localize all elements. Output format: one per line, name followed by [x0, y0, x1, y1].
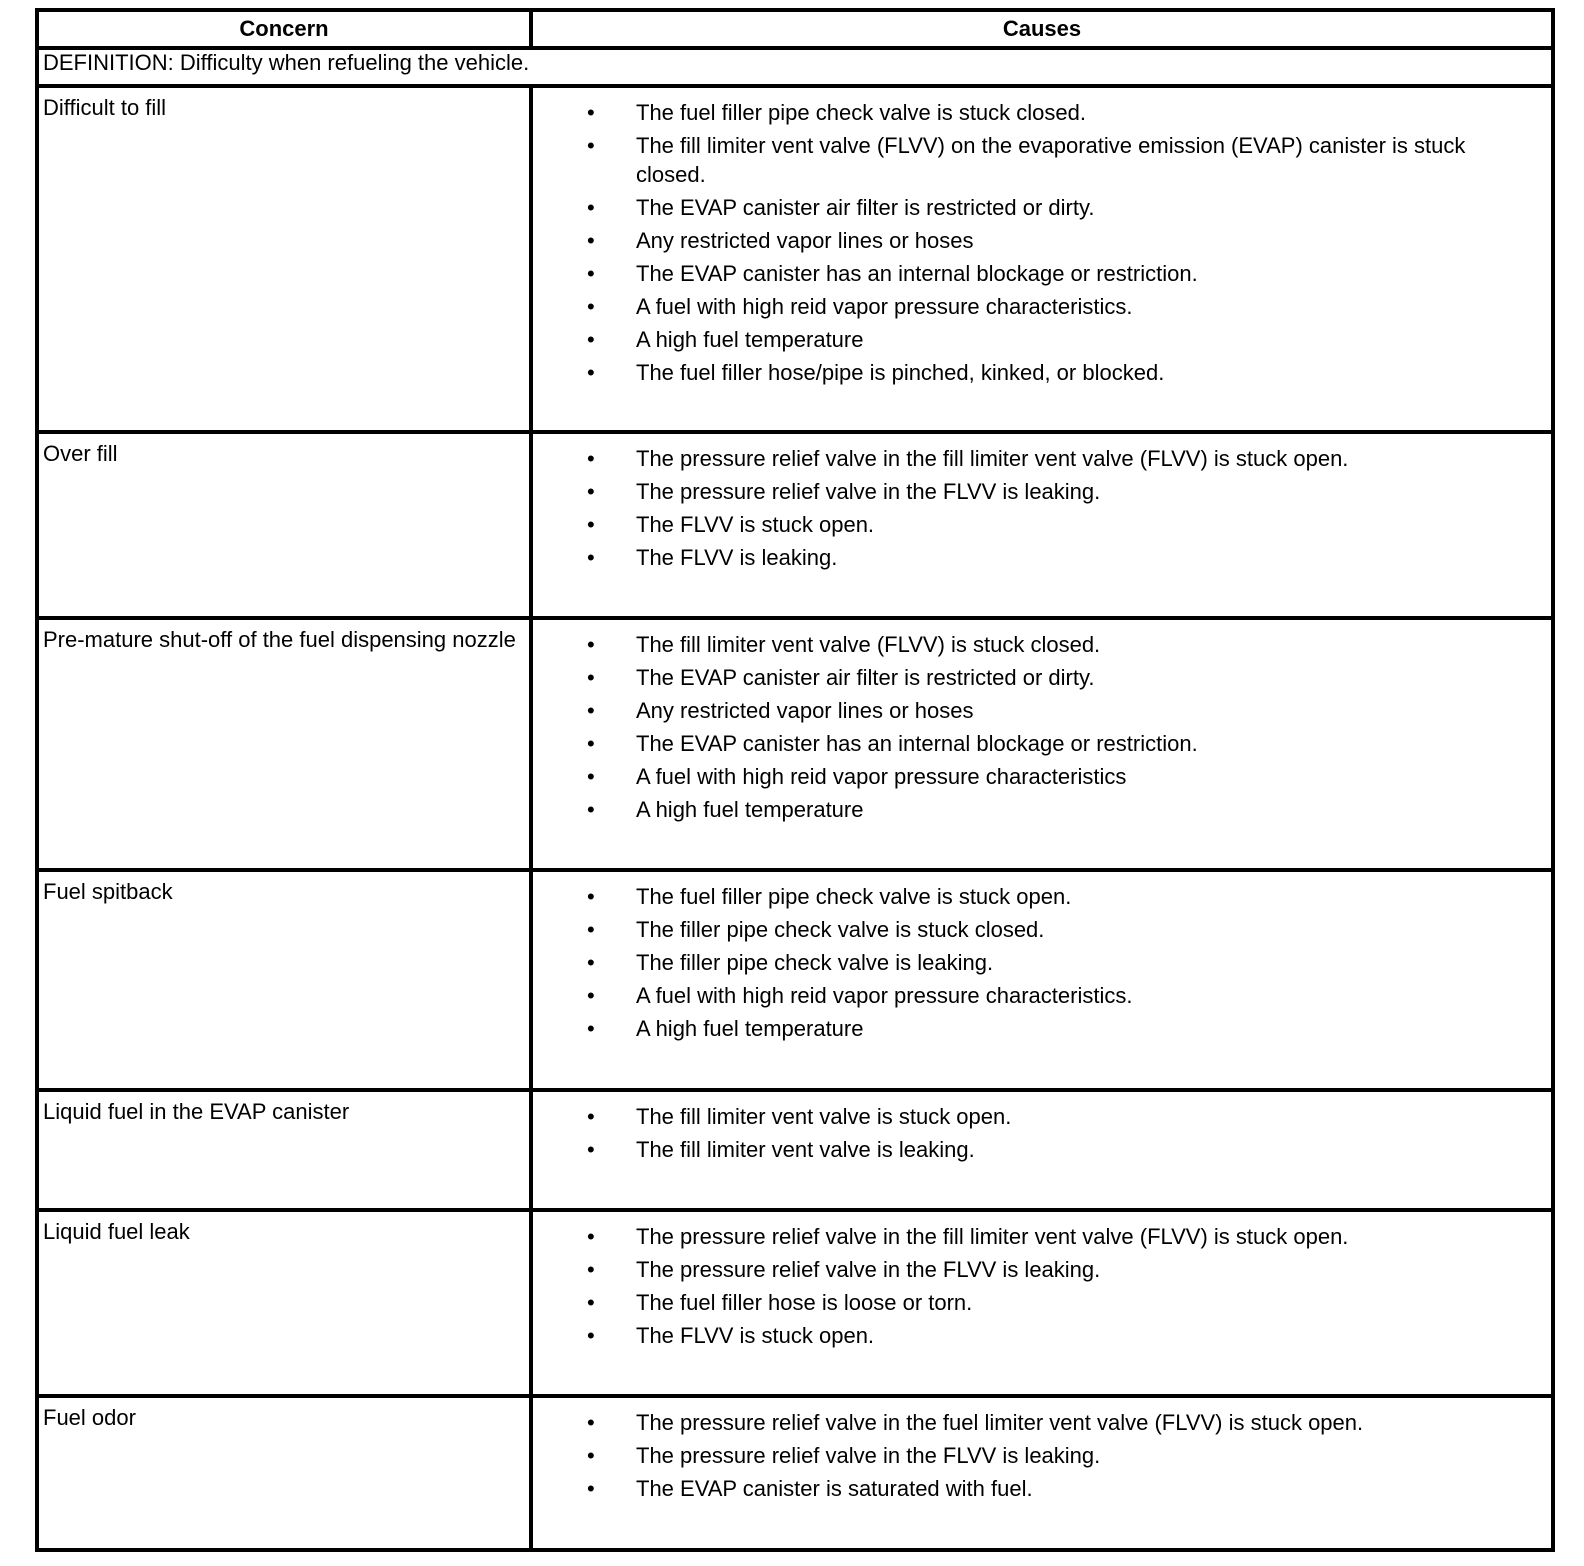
- cause-list: [533, 1092, 1551, 1164]
- cause-text: A fuel with high reid vapor pressure characteristics.: [636, 294, 1133, 319]
- bullet-icon: •: [587, 446, 595, 471]
- cause-text: The fill limiter vent valve is leaking.: [636, 1137, 975, 1162]
- cause-text: The fuel filler pipe check valve is stuck open.: [636, 884, 1072, 909]
- bullet-icon: •: [587, 665, 595, 690]
- cause-text: The pressure relief valve in the FLVV is leaking.: [636, 1257, 1101, 1282]
- bullet-icon: •: [587, 1410, 595, 1435]
- cause-item: [533, 981, 1531, 1010]
- cause-text: The fuel filler hose/pipe is pinched, kinked, or blocked.: [636, 360, 1165, 385]
- cause-text: The fill limiter vent valve (FLVV) on the evaporative emission (EVAP) canister is stuck closed.: [636, 133, 1466, 187]
- bullet-icon: •: [587, 545, 595, 570]
- bullet-icon: •: [587, 1224, 595, 1249]
- bullet-icon: •: [587, 261, 595, 286]
- cause-item: [533, 948, 1531, 977]
- table-row: [37, 870, 1553, 1090]
- cause-item: [533, 795, 1531, 824]
- causes-cell: [531, 1090, 1553, 1210]
- cause-text: The filler pipe check valve is leaking.: [636, 950, 994, 975]
- cause-item: [533, 1408, 1531, 1437]
- bullet-icon: •: [587, 1016, 595, 1041]
- header-causes: Causes: [531, 10, 1553, 48]
- bullet-icon: •: [587, 884, 595, 909]
- bullet-icon: •: [587, 133, 595, 158]
- cause-item: [533, 1102, 1531, 1131]
- cause-text: The pressure relief valve in the FLVV is leaking.: [636, 479, 1101, 504]
- bullet-icon: •: [587, 983, 595, 1008]
- cause-text: The FLVV is stuck open.: [636, 1323, 875, 1348]
- cause-text: Any restricted vapor lines or hoses: [636, 228, 974, 253]
- cause-text: The pressure relief valve in the fill limiter vent valve (FLVV) is stuck open.: [636, 446, 1349, 471]
- cause-text: A high fuel temperature: [636, 797, 864, 822]
- concern-cell: Fuel spitback: [37, 870, 531, 1090]
- cause-item: [533, 1255, 1531, 1284]
- bullet-icon: •: [587, 1323, 595, 1348]
- cause-text: The fuel filler pipe check valve is stuck closed.: [636, 100, 1086, 125]
- cause-item: [533, 325, 1531, 354]
- cause-list: [533, 434, 1551, 572]
- cause-text: The fuel filler hose is loose or torn.: [636, 1290, 973, 1315]
- definition-row: [37, 48, 1553, 86]
- concern-cell: Pre-mature shut-off of the fuel dispensing nozzle: [37, 618, 531, 870]
- cause-text: A fuel with high reid vapor pressure characteristics.: [636, 983, 1133, 1008]
- cause-list: [533, 1398, 1551, 1503]
- bullet-icon: •: [587, 731, 595, 756]
- bullet-icon: •: [587, 479, 595, 504]
- header-row: [37, 10, 1553, 48]
- cause-list: [533, 88, 1551, 387]
- cause-item: [533, 696, 1531, 725]
- table-row: [37, 1210, 1553, 1396]
- cause-list: [533, 1212, 1551, 1350]
- bullet-icon: •: [587, 1476, 595, 1501]
- cause-text: A high fuel temperature: [636, 327, 864, 352]
- cause-item: [533, 543, 1531, 572]
- bullet-icon: •: [587, 917, 595, 942]
- cause-text: The pressure relief valve in the fill limiter vent valve (FLVV) is stuck open.: [636, 1224, 1349, 1249]
- bullet-icon: •: [587, 512, 595, 537]
- table-row: [37, 432, 1553, 618]
- cause-list: [533, 872, 1551, 1043]
- cause-item: [533, 98, 1531, 127]
- cause-text: The fill limiter vent valve is stuck open.: [636, 1104, 1012, 1129]
- bullet-icon: •: [587, 797, 595, 822]
- cause-item: [533, 444, 1531, 473]
- cause-text: The EVAP canister has an internal blockage or restriction.: [636, 261, 1198, 286]
- cause-item: [533, 358, 1531, 387]
- cause-text: The EVAP canister air filter is restricted or dirty.: [636, 195, 1095, 220]
- bullet-icon: •: [587, 195, 595, 220]
- cause-text: The pressure relief valve in the fuel limiter vent valve (FLVV) is stuck open.: [636, 1410, 1364, 1435]
- cause-text: Any restricted vapor lines or hoses: [636, 698, 974, 723]
- cause-text: The EVAP canister air filter is restricted or dirty.: [636, 665, 1095, 690]
- cause-item: [533, 1222, 1531, 1251]
- bullet-icon: •: [587, 228, 595, 253]
- cause-item: [533, 882, 1531, 911]
- bullet-icon: •: [587, 100, 595, 125]
- cause-item: [533, 477, 1531, 506]
- bullet-icon: •: [587, 1443, 595, 1468]
- cause-item: [533, 1014, 1531, 1043]
- bullet-icon: •: [587, 1137, 595, 1162]
- cause-item: [533, 292, 1531, 321]
- bullet-icon: •: [587, 327, 595, 352]
- causes-cell: [531, 1210, 1553, 1396]
- cause-item: [533, 630, 1531, 659]
- cause-item: [533, 762, 1531, 791]
- causes-cell: [531, 86, 1553, 432]
- causes-cell: [531, 1396, 1553, 1550]
- concern-cell: Over fill: [37, 432, 531, 618]
- bullet-icon: •: [587, 360, 595, 385]
- cause-text: The EVAP canister is saturated with fuel.: [636, 1476, 1033, 1501]
- cause-text: The FLVV is leaking.: [636, 545, 838, 570]
- concern-cell: Liquid fuel leak: [37, 1210, 531, 1396]
- cause-item: [533, 259, 1531, 288]
- cause-item: [533, 1321, 1531, 1350]
- cause-list: [533, 620, 1551, 824]
- cause-item: [533, 226, 1531, 255]
- cause-item: [533, 915, 1531, 944]
- table-row: [37, 86, 1553, 432]
- definition-text: DEFINITION: Difficulty when refueling the vehicle.: [37, 48, 1553, 86]
- bullet-icon: •: [587, 294, 595, 319]
- table-row: [37, 1090, 1553, 1210]
- cause-item: [533, 510, 1531, 539]
- table-row: [37, 1396, 1553, 1550]
- cause-text: The EVAP canister has an internal blockage or restriction.: [636, 731, 1198, 756]
- causes-cell: [531, 432, 1553, 618]
- cause-text: The fill limiter vent valve (FLVV) is stuck closed.: [636, 632, 1101, 657]
- bullet-icon: •: [587, 764, 595, 789]
- cause-item: [533, 729, 1531, 758]
- cause-text: A high fuel temperature: [636, 1016, 864, 1041]
- cause-text: The FLVV is stuck open.: [636, 512, 875, 537]
- bullet-icon: •: [587, 1257, 595, 1282]
- cause-text: A fuel with high reid vapor pressure characteristics: [636, 764, 1127, 789]
- cause-item: [533, 663, 1531, 692]
- causes-cell: [531, 618, 1553, 870]
- concern-cell: Difficult to fill: [37, 86, 531, 432]
- bullet-icon: •: [587, 632, 595, 657]
- cause-item: [533, 1135, 1531, 1164]
- cause-item: [533, 1441, 1531, 1470]
- cause-text: The pressure relief valve in the FLVV is leaking.: [636, 1443, 1101, 1468]
- cause-item: [533, 131, 1531, 189]
- cause-item: [533, 1474, 1531, 1503]
- cause-item: [533, 193, 1531, 222]
- concern-cell: Liquid fuel in the EVAP canister: [37, 1090, 531, 1210]
- bullet-icon: •: [587, 1104, 595, 1129]
- table-row: [37, 618, 1553, 870]
- header-concern: Concern: [37, 10, 531, 48]
- bullet-icon: •: [587, 950, 595, 975]
- causes-cell: [531, 870, 1553, 1090]
- concern-cell: Fuel odor: [37, 1396, 531, 1550]
- bullet-icon: •: [587, 1290, 595, 1315]
- bullet-icon: •: [587, 698, 595, 723]
- diagnostic-table: [35, 8, 1555, 1552]
- cause-item: [533, 1288, 1531, 1317]
- cause-text: The filler pipe check valve is stuck closed.: [636, 917, 1045, 942]
